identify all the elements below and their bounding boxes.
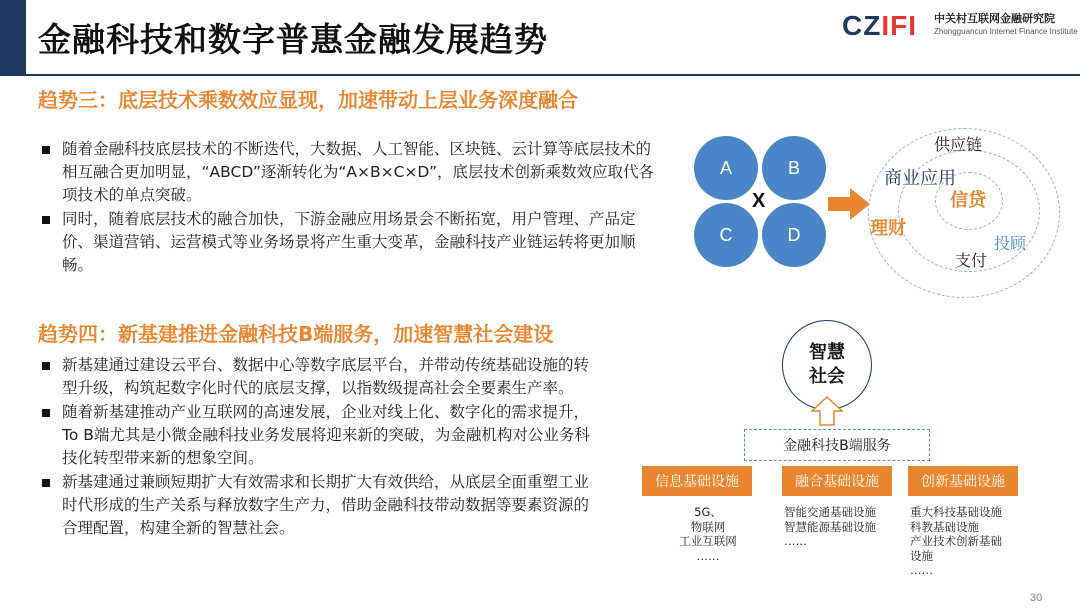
circle-d: D (762, 203, 826, 267)
title-accent-bar (0, 0, 26, 74)
label-supply-chain: 供应链 (934, 135, 983, 154)
list-item: 新基建通过建设云平台、数据中心等数字底层平台，并带动传统基础设施的转型升级，构筑起数字化时代的底层支撑，以指数级提高社会全要素生产率。 (38, 354, 598, 400)
innovation-infra-box: 创新基础设施 (908, 466, 1018, 496)
multiply-sign: X (752, 190, 766, 212)
circle-b: B (762, 136, 826, 200)
arrow-right-icon (828, 188, 870, 220)
circle-c: C (694, 203, 758, 267)
list-item: 随着金融科技底层技术的不断迭代，大数据、人工智能、区块链、云计算等底层技术的相互融合更加明显，“ABCD”逐渐转化为“A×B×C×D”，底层技术创新乘数效应取代各项技术的单点突破。 (38, 138, 663, 207)
info-infra-items: 5G、 物联网 工业互联网 …… (679, 505, 737, 563)
trend3-heading: 趋势三：底层技术乘数效应显现，加速带动上层业务深度融合 (38, 88, 578, 112)
institute-logo (842, 8, 1078, 42)
info-infra-box: 信息基础设施 (642, 466, 752, 496)
label-credit: 信贷 (950, 190, 986, 211)
arrow-up-icon (811, 396, 843, 426)
label-commerce: 商业应用 (884, 168, 956, 189)
fusion-infra-box: 融合基础设施 (782, 466, 892, 496)
list-item: 随着新基建推动产业互联网的高速发展，企业对线上化、数字化的需求提升，To B端尤其是小微金融科技业务发展将迎来新的突破，为金融机构对公业务科技化转型带来新的想象空间。 (38, 401, 598, 470)
b-service-box: 金融科技B端服务 (744, 429, 930, 461)
trend4-heading: 趋势四：新基建推进金融科技B端服务，加速智慧社会建设 (38, 322, 554, 346)
label-wealth: 理财 (870, 218, 906, 239)
fusion-infra-items: 智能交通基础设施 智慧能源基础设施 …… (784, 505, 876, 548)
header-divider (0, 74, 1080, 76)
circle-a: A (694, 136, 758, 200)
logo-name-cn: 中关村互联网金融研究院 (934, 12, 1055, 25)
page-title: 金融科技和数字普惠金融发展趋势 (38, 20, 548, 59)
label-advisory: 投顾 (994, 234, 1027, 253)
smart-society-circle: 智慧社会 (782, 320, 872, 410)
trend3-bullet-list (38, 138, 663, 278)
page-number: 30 (1030, 592, 1043, 604)
label-payment: 支付 (955, 251, 988, 270)
list-item: 同时，随着底层技术的融合加快，下游金融应用场景会不断拓宽，用户管理、产品定价、渠道营销、运营模式等业务场景将产生重大变革，金融科技产业链运转将更加顺畅。 (38, 208, 663, 277)
logo-name-en: Zhongguancun Internet Finance Institute (934, 27, 1078, 36)
list-item: 新基建通过兼顾短期扩大有效需求和长期扩大有效供给，从底层全面重塑工业时代形成的生产关系与释放数字生产力，借助金融科技带动数据等要素资源的合理配置，构建全新的智慧社会。 (38, 471, 598, 540)
innovation-infra-items: 重大科技基础设施 科教基础设施 产业技术创新基础 设施 …… (910, 505, 1002, 577)
trend4-bullet-list (38, 354, 598, 541)
logo-mark: CZIFI (842, 10, 917, 41)
